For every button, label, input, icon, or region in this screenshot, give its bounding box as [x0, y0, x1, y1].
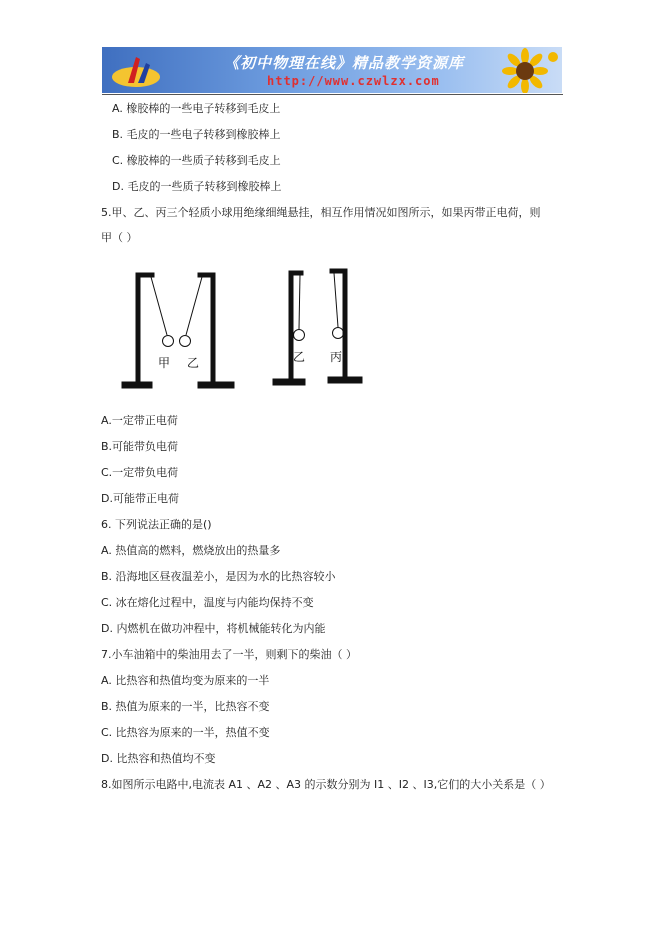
label-bing: 丙	[330, 350, 343, 364]
sunflower-icon	[497, 47, 559, 93]
string-yi-left	[186, 277, 202, 335]
label-jia: 甲	[158, 356, 171, 370]
q5-option-c: C.一定带负电荷	[101, 466, 179, 479]
q8-stem: 8.如图所示电路中,电流表 A1 、A2 、A3 的示数分别为 I1 、I2 、I3,它们的大小关系是（ ）	[101, 778, 551, 791]
q5-option-b: B.可能带负电荷	[101, 440, 179, 453]
header-url: http://www.czwlzx.com	[267, 74, 440, 88]
site-logo-icon	[106, 51, 166, 89]
stand-left-pole-a	[136, 273, 140, 383]
q4-option-c: C. 橡胶棒的一些质子转移到毛皮上	[112, 154, 281, 167]
q7-option-d: D. 比热容和热值均不变	[101, 752, 216, 765]
q6-option-c: C. 冰在熔化过程中，温度与内能均保持不变	[101, 596, 314, 609]
q4-option-a: A. 橡胶棒的一些电子转移到毛皮上	[112, 102, 281, 115]
q6-option-d: D. 内燃机在做功冲程中，将机械能转化为内能	[101, 622, 326, 635]
stand-right-base-b	[328, 377, 362, 383]
string-yi-right	[299, 275, 300, 329]
ball-bing	[333, 328, 344, 339]
q7-stem: 7.小车油箱中的柴油用去了一半，则剩下的柴油（ ）	[101, 648, 357, 661]
q7-option-a: A. 比热容和热值均变为原来的一半	[101, 674, 270, 687]
stand-right-base-a	[273, 379, 305, 385]
stand-left-base-b	[198, 382, 234, 388]
stand-right-top-a	[289, 271, 303, 275]
ball-yi-right	[294, 330, 305, 341]
q7-option-c: C. 比热容为原来的一半，热值不变	[101, 726, 270, 739]
q6-option-a: A. 热值高的燃料，燃烧放出的热量多	[101, 544, 281, 557]
q6-stem: 6. 下列说法正确的是()	[101, 518, 212, 531]
q5-option-d: D.可能带正电荷	[101, 492, 179, 505]
q5-option-a: A.一定带正电荷	[101, 414, 178, 427]
stand-right-top-b	[330, 269, 347, 273]
q5-figure	[118, 265, 363, 393]
q5-stem-line2: 甲（ ）	[101, 231, 138, 244]
header-title: 《初中物理在线》精品教学资源库	[224, 54, 465, 72]
q4-option-d: D. 毛皮的一些质子转移到橡胶棒上	[112, 180, 282, 193]
header-banner	[102, 47, 562, 93]
string-bing	[334, 273, 338, 327]
label-yi-left: 乙	[187, 356, 200, 370]
label-yi-right: 乙	[293, 350, 306, 364]
string-jia	[151, 277, 167, 335]
stand-left-top-b	[198, 273, 215, 277]
stand-left-top-a	[136, 273, 154, 277]
q6-option-b: B. 沿海地区昼夜温差小，是因为水的比热容较小	[101, 570, 336, 583]
ball-yi-left	[180, 336, 191, 347]
stand-left-pole-b	[211, 273, 215, 383]
q7-option-b: B. 热值为原来的一半，比热容不变	[101, 700, 270, 713]
stand-right-pole-b	[343, 269, 347, 379]
stand-left-base-a	[122, 382, 152, 388]
q5-stem-line1: 5.甲、乙、丙三个轻质小球用绝缘细绳悬挂，相互作用情况如图所示，如果丙带正电荷，则	[101, 206, 541, 219]
ball-jia	[163, 336, 174, 347]
stand-right-pole-a	[289, 271, 293, 381]
q4-option-b: B. 毛皮的一些电子转移到橡胶棒上	[112, 128, 281, 141]
header-rule	[102, 94, 563, 95]
